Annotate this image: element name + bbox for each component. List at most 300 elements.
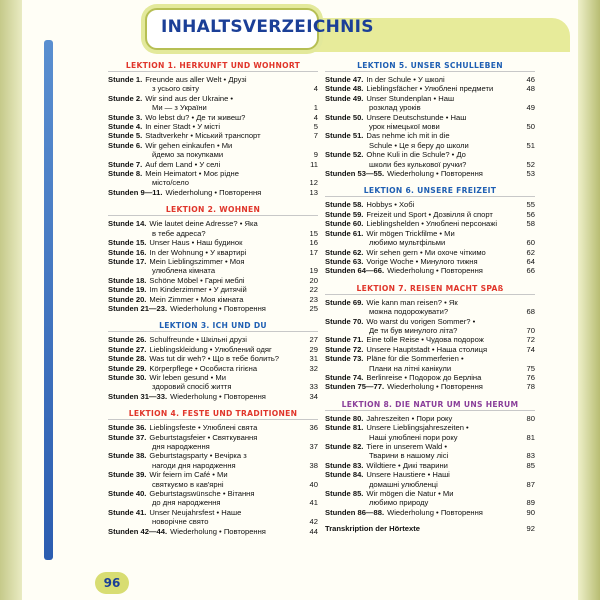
lesson-number: Stunde 7. [108,159,143,169]
toc-column-left [108,60,318,536]
toc-entry [108,423,318,432]
page-ref: 41 [309,498,318,508]
lesson-number: Stunde 3. [108,112,143,122]
lesson-number: Stunde 49. [325,93,364,103]
page-ref: 58 [526,219,535,229]
page-ref: 31 [309,354,318,364]
toc-entry [325,317,535,326]
entry-title: Lieblingshelden • Улюблені персонажі [366,219,498,229]
page-ref: 4 [313,84,318,94]
toc-entry [325,84,535,93]
toc-entry [108,354,318,363]
toc-entry-continuation [325,433,535,442]
entry-title: Mein Heimatort • Моє рідне [145,169,239,179]
page-ref: 27 [309,335,318,345]
toc-entry [108,248,318,257]
page-ref: 74 [526,344,535,354]
entry-title: Schöne Möbel • Гарні меблі [149,275,245,285]
entry-title: Wir feiern im Café • Ми [149,470,228,480]
toc-entry [108,94,318,103]
lesson-number: Stunde 38. [108,451,147,461]
page-ref: 36 [309,423,318,433]
entry-title: Tiere in unserem Wald • [366,442,447,451]
toc-entry [325,442,535,451]
entry-title: In einer Stadt • У місті [145,122,221,132]
toc-entry [325,489,535,498]
page-ref: 78 [526,382,535,392]
lesson-number: Stunde 18. [108,275,147,285]
section-gap [325,178,535,185]
lesson-number: Stunde 6. [108,140,143,150]
toc-entry [108,304,318,313]
entry-title: Wiederholung • Повторення [165,187,262,197]
lesson-number: Stunde 4. [108,122,143,132]
toc-entry [108,141,318,150]
page-ref: 9 [313,150,318,160]
entry-title-cont: Тварини в нашому лісі [369,451,449,461]
lesson-number: Stunde 83. [325,460,364,470]
entry-title: Jahreszeiten • Пори року [366,413,453,423]
page-ref: 64 [526,256,535,266]
entry-title-cont: Ми — з України [152,103,207,113]
page-ref: 38 [309,460,318,470]
lesson-number: Stunde 70. [325,316,364,326]
page-ref: 25 [309,303,318,313]
entry-title-cont: Schule • Це я беру до школи [369,140,469,150]
lesson-number: Stunde 27. [108,344,147,354]
entry-title-cont: любимо природу [369,498,429,508]
entry-title-cont: нагоди дня народження [152,460,236,470]
page-ref: 50 [526,122,535,132]
lesson-number: Stunden 53—55. [325,169,385,179]
lesson-number: Stunden 64—66. [325,266,385,276]
entry-title: Stadtverkehr • Міський транспорт [145,131,261,141]
entry-title-cont: любимо мультфільми [369,238,446,248]
toc-entry-continuation [108,229,318,238]
toc-entry-continuation [325,122,535,131]
page-ref: 48 [526,84,535,94]
toc-entry [325,414,535,423]
entry-title-cont: здоровий спосіб життя [152,382,232,392]
entry-title: Wir leben gesund • Ми [149,372,226,382]
toc-entry-continuation [108,84,318,93]
lesson-number: Stunde 48. [325,84,364,94]
toc-entry [325,345,535,354]
entry-title: Hobbys • Хобі [366,200,415,210]
toc-entry-continuation [108,498,318,507]
page-ref: 81 [526,432,535,442]
entry-title: Wir mögen Trickfilme • Ми [366,228,455,238]
lesson-number: Stunde 2. [108,93,143,103]
toc-entry-continuation [108,442,318,451]
toc-entry-continuation [325,498,535,507]
lesson-number: Stunde 85. [325,489,364,499]
toc-entry [108,433,318,442]
page-ref: 85 [526,460,535,470]
toc-entry [325,113,535,122]
page-ref: 33 [309,382,318,392]
toc-entry [325,373,535,382]
entry-title: Wiederholung • Повторення [387,169,483,179]
entry-title: Mein Lieblingszimmer • Моя [149,256,245,266]
lesson-number: Stunde 20. [108,294,147,304]
page-ref: 70 [526,325,535,335]
page-ref: 16 [309,238,318,248]
toc-column-right [325,60,535,534]
entry-title: Freizeit und Sport • Дозвілля й спорт [366,209,493,219]
lesson-number: Stunde 30. [108,372,147,382]
toc-entry [108,257,318,266]
lesson-number: Stunde 28. [108,354,147,364]
toc-entry [108,160,318,169]
title-box [145,8,374,50]
lesson-number: Stunde 52. [325,150,364,160]
entry-title: Wiederholung • Повторення [387,266,483,276]
page-ref: 32 [309,363,318,373]
entry-title: Wiederholung • Повторення [387,507,483,517]
lesson-number: Stunde 15. [108,238,147,248]
entry-title: Wie kann man reisen? • Як [366,297,458,307]
toc-entry [325,335,535,344]
toc-entry-continuation [108,517,318,526]
toc-entry [108,75,318,84]
toc-entry [325,200,535,209]
entry-title: Wir sehen gern • Ми охоче чіткимо [366,247,486,257]
entry-title: Wiederholung • Повторення [170,391,266,401]
lesson-heading: LEKTION 6. UNSERE FREIZEIT [325,186,535,197]
page-ref: 37 [309,442,318,451]
toc-entry [108,131,318,140]
entry-title-cont: йдемо за покупками [152,150,224,160]
toc-entry-continuation [325,451,535,460]
entry-title-cont: урок німецької мови [369,122,440,132]
entry-title: Vorige Woche • Минулого тижня [366,256,478,266]
page-ref: 75 [526,363,535,373]
page-ref: 4 [313,112,318,122]
lesson-number: Stunde 51. [325,131,364,141]
page-ref: 20 [309,275,318,285]
lesson-number: Stunden 31—33. [108,391,168,401]
toc-entry-continuation [325,103,535,112]
toc-entry [325,470,535,479]
page-ref: 49 [526,103,535,113]
page-ref: 53 [526,169,535,179]
toc-entry [325,210,535,219]
lesson-number: Stunde 63. [325,256,364,266]
toc-entry [325,266,535,275]
lesson-number: Stunde 80. [325,413,364,423]
toc-entry-continuation [108,150,318,159]
lesson-number: Stunde 14. [108,219,147,229]
lesson-number: Stunde 29. [108,363,147,373]
entry-title: Im Kinderzimmer • У дитячій [149,285,247,295]
page-number: 96 [95,572,129,594]
lesson-number: Stunde 71. [325,335,364,345]
toc-entry-continuation [325,238,535,247]
page-ref: 87 [526,479,535,489]
entry-title: Was tut dir weh? • Що в тебе болить? [149,354,280,364]
entry-title: Unser Stundenplan • Наш [366,93,455,103]
toc-entry [108,122,318,131]
page-ref: 11 [310,159,318,169]
toc-entry [325,382,535,391]
toc-entry [325,508,535,517]
entry-title-cont: Де ти був минулого літа? [369,325,458,335]
entry-title: Geburtstagsfeier • Святкування [149,432,258,442]
toc-entry [108,373,318,382]
toc-entry [325,229,535,238]
toc-entry [325,75,535,84]
lesson-heading: LEKTION 5. UNSER SCHULLEBEN [325,61,535,72]
toc-entry-continuation [108,480,318,489]
page-ref: 80 [526,413,535,423]
transcription-label: Transkription der Hörtexte [325,524,420,534]
entry-title: In der Wohnung • У квартирі [149,247,247,257]
toc-entry [108,238,318,247]
toc-entry [325,248,535,257]
lesson-number: Stunde 17. [108,256,147,266]
entry-title: Ohne Kuli in die Schule? • До [366,150,466,160]
page-ref: 13 [309,187,318,197]
entry-title-cont: в тебе адреса? [152,228,206,238]
toc-entry-continuation [325,160,535,169]
toc-entry-continuation [325,307,535,316]
page-ref: 60 [526,238,535,248]
entry-title: Wo lebst du? • Де ти живеш? [145,112,246,122]
toc-entry-continuation [108,266,318,275]
page-ref: 76 [526,372,535,382]
entry-title: Unsere Hauptstadt • Наша столиця [366,344,488,354]
lesson-number: Stunde 81. [325,423,364,433]
lesson-number: Stunde 58. [325,200,364,210]
page-ref: 72 [526,335,535,345]
toc-entry-continuation [325,480,535,489]
toc-entry [108,335,318,344]
entry-title: Wo warst du vorigen Sommer? • [366,316,476,326]
entry-title: Das nehme ich mit in die [366,131,450,141]
page-ref: 44 [309,526,318,536]
lesson-heading: LEKTION 1. HERKUNFT UND WOHNORT [108,61,318,72]
entry-title: Unser Neujahrsfest • Наше [149,507,242,517]
toc-entry-continuation [108,382,318,391]
lesson-number: Stunden 86—88. [325,507,385,517]
entry-title-cont: Плани на літні канікули [369,363,452,373]
toc-entry [325,150,535,159]
lesson-number: Stunde 36. [108,423,147,433]
toc-entry [325,169,535,178]
lesson-heading: LEKTION 7. REISEN MACHT SPAß [325,284,535,295]
page-ref: 1 [313,103,318,113]
entry-title: Wiederholung • Повторення [170,526,266,536]
lesson-number: Stunde 61. [325,228,364,238]
toc-entry [325,94,535,103]
entry-title-cont: улюблена кімната [152,266,216,276]
entry-title: Pläne für die Sommerferien • [366,354,464,364]
toc-entry [325,257,535,266]
lesson-number: Stunde 37. [108,432,147,442]
toc-entry-continuation [108,103,318,112]
lesson-number: Stunde 60. [325,219,364,229]
entry-title-cont: Наші улюблені пори року [369,432,458,442]
toc-entry [108,489,318,498]
page-ref: 23 [309,294,318,304]
page-ref: 17 [309,247,318,257]
entry-title: Geburtstagswünsche • Вітання [149,489,255,499]
lesson-number: Stunden 75—77. [325,382,385,392]
section-gap [325,392,535,399]
entry-title-cont: з усього світу [152,84,200,94]
toc-entry [108,527,318,536]
lesson-number: Stunde 72. [325,344,364,354]
toc-entry [108,113,318,122]
lesson-number: Stunde 69. [325,297,364,307]
section-gap [108,401,318,408]
lesson-heading: LEKTION 2. WOHNEN [108,205,318,216]
lesson-number: Stunde 84. [325,470,364,480]
entry-title: Lieblingsfeste • Улюблені свята [149,423,258,433]
toc-entry [108,470,318,479]
lesson-number: Stunden 21—23. [108,303,168,313]
section-gap [325,517,535,524]
toc-entry [108,451,318,460]
page-ref: 68 [526,307,535,317]
entry-title: Geburtstagsparty • Вечірка з [149,451,247,461]
entry-title: Berlinreise • Подорож до Берліна [366,372,482,382]
page-ref: 90 [526,507,535,517]
lesson-number: Stunde 41. [108,507,147,517]
lesson-heading: LEKTION 4. FESTE UND TRADITIONEN [108,409,318,420]
entry-title: In der Schule • У школі [366,75,445,84]
lesson-number: Stunde 40. [108,489,147,499]
entry-title: Mein Zimmer • Моя кімната [149,294,244,304]
lesson-number: Stunde 19. [108,285,147,295]
lesson-number: Stunde 82. [325,442,364,451]
section-gap [108,197,318,204]
entry-title: Lieblingskleidung • Улюблений одяг [149,344,272,354]
toc-entry [108,295,318,304]
page-ref: 62 [526,247,535,257]
toc-entry-continuation [325,364,535,373]
lesson-number: Stunden 42—44. [108,526,168,536]
page-ref: 55 [526,200,535,210]
entry-title-cont: школи без кулькової ручки? [369,159,467,169]
entry-title: Unsere Haustiere • Наші [366,470,450,480]
entry-title: Wir gehen einkaufen • Ми [145,140,233,150]
lesson-number: Stunde 59. [325,209,364,219]
lesson-number: Stunde 50. [325,112,364,122]
entry-title: Wiederholung • Повторення [387,382,483,392]
entry-title: Eine tolle Reise • Чудова подорож [366,335,484,345]
entry-title-cont: місто/село [152,178,189,188]
lesson-number: Stunde 62. [325,247,364,257]
entry-title-cont: домашні улюбленці [369,479,438,489]
toc-entry [108,276,318,285]
toc-entry [325,298,535,307]
toc-entry [325,423,535,432]
lesson-heading: LEKTION 8. DIE NATUR UM UNS HERUM [325,400,535,411]
entry-title: Körperpflege • Особиста гігієна [149,363,258,373]
page-ref: 34 [309,391,318,401]
entry-title: Wir sind aus der Ukraine • [145,93,234,103]
page-ref: 12 [309,178,318,188]
page-ref: 92 [526,524,535,534]
lesson-number: Stunde 47. [325,75,364,84]
page-ref: 46 [526,75,535,84]
page-ref: 51 [526,140,535,150]
toc-entry [108,188,318,197]
entry-title: Freunde aus aller Welt • Друзі [145,75,247,84]
toc-entry [325,219,535,228]
page-title: INHALTSVERZEICHNIS [161,17,374,37]
lesson-heading: LEKTION 3. ICH UND DU [108,321,318,332]
toc-entry [108,169,318,178]
book-binding [0,0,22,600]
page-ref: 66 [526,266,535,276]
entry-title: Unser Haus • Наш будинок [149,238,243,248]
toc-entry-continuation [325,141,535,150]
entry-title: Unsere Deutschstunde • Наш [366,112,467,122]
entry-title: Unsere Lieblingsjahreszeiten • [366,423,469,433]
lesson-number: Stunde 73. [325,354,364,364]
entry-title-cont: можна подорожувати? [369,307,449,317]
entry-title: Wir mögen die Natur • Ми [366,489,454,499]
entry-title-cont: до дня народження [152,498,221,508]
entry-title: Lieblingsfächer • Улюблені предмети [366,84,494,94]
entry-title: Wildtiere • Дикі тварини [366,460,448,470]
toc-entry [108,285,318,294]
lesson-number: Stunden 9—11. [108,187,163,197]
page-ref: 22 [309,285,318,295]
page-ref: 52 [526,159,535,169]
toc-entry [325,461,535,470]
page-ref: 5 [313,122,318,132]
page-ref: 42 [309,517,318,527]
toc-entry [108,508,318,517]
side-bookmark-bar [44,40,53,560]
entry-title: Auf dem Land • У селі [145,159,221,169]
page-ref: 56 [526,209,535,219]
toc-entry-continuation [108,178,318,187]
entry-title-cont: дня народження [152,442,210,451]
toc-entry-continuation [325,326,535,335]
lesson-number: Stunde 1. [108,75,143,84]
toc-entry [325,354,535,363]
entry-title: Wie lautet deine Adresse? • Яка [149,219,258,229]
page-ref: 83 [526,451,535,461]
toc-entry [325,131,535,140]
lesson-number: Stunde 26. [108,335,147,345]
lesson-number: Stunde 39. [108,470,147,480]
entry-title: Schulfreunde • Шкільні друзі [149,335,247,345]
page-ref: 40 [309,479,318,489]
entry-title: Wiederholung • Повторення [170,303,266,313]
section-gap [325,276,535,283]
page-ref: 89 [526,498,535,508]
section-gap [108,313,318,320]
toc-entry [108,219,318,228]
toc-entry [108,364,318,373]
entry-title-cont: новорічне свято [152,517,209,527]
page-ref: 19 [309,266,318,276]
lesson-number: Stunde 8. [108,169,143,179]
lesson-number: Stunde 5. [108,131,143,141]
entry-title-cont: святкуємо в кав'ярні [152,479,224,489]
page-right-edge [578,0,600,600]
page-ref: 29 [309,344,318,354]
toc-entry-continuation [108,461,318,470]
lesson-number: Stunde 74. [325,372,364,382]
page-ref: 15 [309,228,318,238]
